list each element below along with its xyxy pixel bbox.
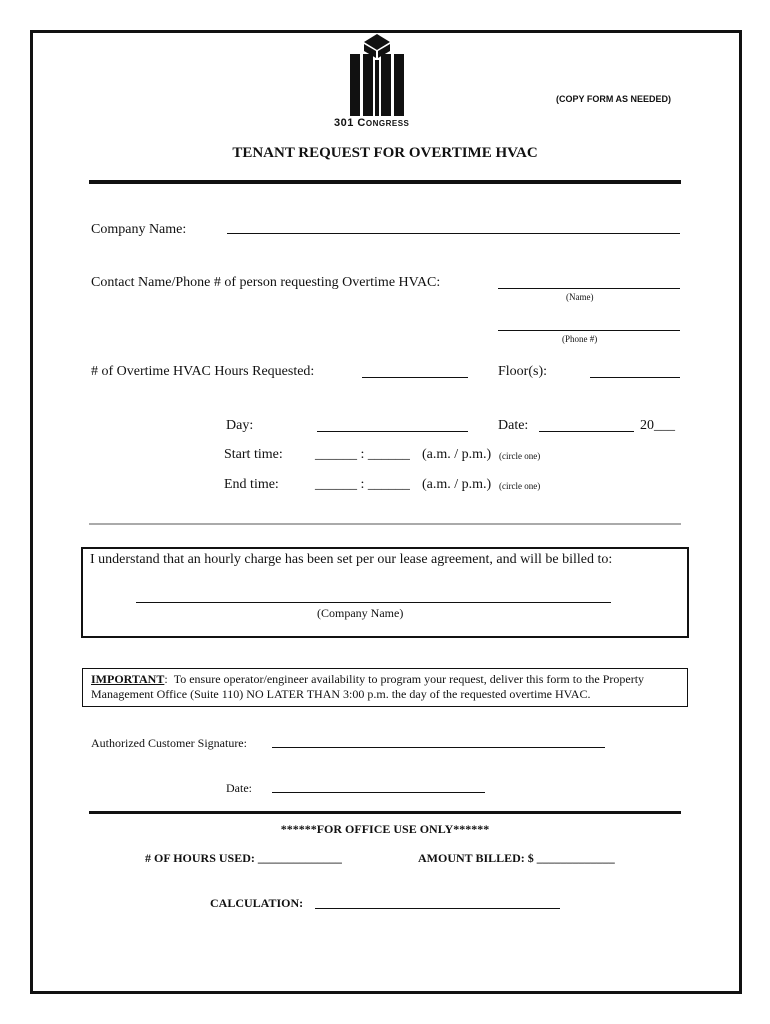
office-use-heading: ******FOR OFFICE USE ONLY****** [280,822,490,836]
copy-note: (COPY FORM AS NEEDED) [556,94,672,104]
signature-date-field[interactable] [272,792,485,793]
important-text-1: To ensure operator/engineer availability to program your request, deliver this form to the Property [173,672,645,686]
hours-requested-field[interactable] [362,377,468,378]
floors-field[interactable] [590,377,680,378]
form-border [30,30,742,994]
important-colon: : [164,672,168,686]
billed-company-field[interactable] [136,602,611,603]
agreement-text: I understand that an hourly charge has been set per our lease agreement, and will be billed to: [90,552,613,567]
contact-phone-field[interactable] [498,330,680,331]
calculation-field[interactable] [315,908,560,909]
day-label: Day: [226,418,254,433]
hours-requested-label: # of Overtime HVAC Hours Requested: [91,364,315,379]
company-name-caption: (Company Name) [317,606,404,620]
start-circle-one: (circle one) [499,451,541,461]
date-field[interactable] [539,431,634,432]
title-divider [89,180,681,184]
building-logo-icon [345,32,409,118]
name-caption: (Name) [566,292,594,302]
important-line-1 [91,672,644,687]
contact-label: Contact Name/Phone # of person requesting Overtime HVAC: [91,275,441,290]
important-line-2: Management Office (Suite 110) NO LATER THAN 3:00 p.m. the day of the requested overtime HVAC. [91,687,591,701]
office-divider [89,811,681,814]
signature-label: Authorized Customer Signature: [91,736,247,750]
start-ampm[interactable]: (a.m. / p.m.) [422,447,492,462]
signature-date-label: Date: [226,781,252,795]
amount-billed-label: AMOUNT BILLED: $ _____________ [418,851,615,865]
contact-name-field[interactable] [498,288,680,289]
company-name-label: Company Name: [91,222,187,237]
signature-field[interactable] [272,747,605,748]
start-time-label: Start time: [224,447,283,462]
calculation-label: CALCULATION: [210,896,304,910]
end-circle-one: (circle one) [499,481,541,491]
year-field[interactable]: 20___ [640,418,675,433]
start-time-field[interactable]: ______ : ______ [315,447,410,462]
phone-caption: (Phone #) [562,334,598,344]
company-name-field[interactable] [227,233,680,234]
floors-label: Floor(s): [498,364,547,379]
hours-used-label: # OF HOURS USED: ______________ [145,851,342,865]
end-time-label: End time: [224,477,279,492]
important-label: IMPORTANT [91,672,165,686]
end-ampm[interactable]: (a.m. / p.m.) [422,477,492,492]
day-field[interactable] [317,431,468,432]
end-time-field[interactable]: ______ : ______ [315,477,410,492]
logo-text: 301 Congress [334,117,410,129]
section-divider [89,523,681,525]
page-title: TENANT REQUEST FOR OVERTIME HVAC [232,145,538,161]
date-label: Date: [498,418,529,433]
